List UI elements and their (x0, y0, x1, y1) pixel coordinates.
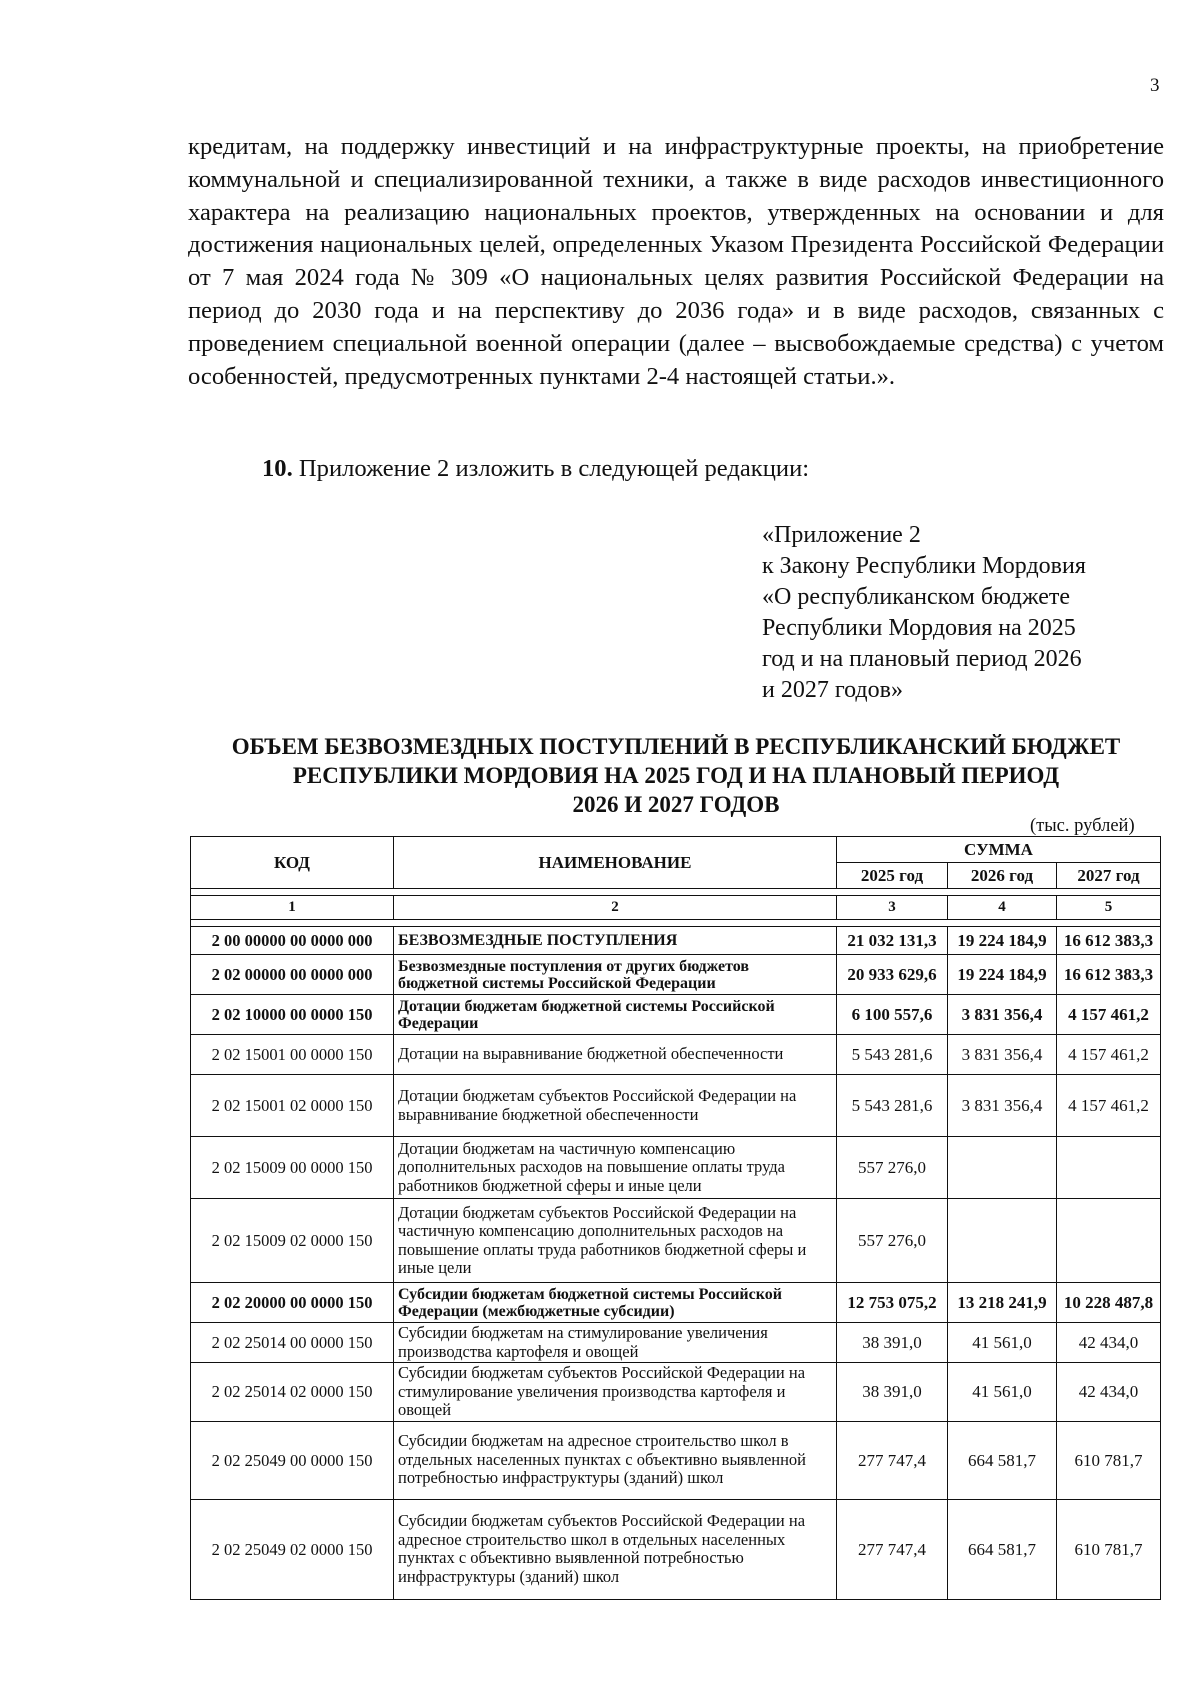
table-row (191, 1035, 1161, 1075)
table-row (191, 1323, 1161, 1363)
table-title-line: 2026 И 2027 ГОДОВ (572, 792, 780, 817)
column-number: 5 (1057, 896, 1161, 920)
appendix-line: к Закону Республики Мордовия (762, 553, 1086, 579)
page-number: 3 (1150, 75, 1160, 96)
header-year-2027: 2027 год (1057, 863, 1161, 889)
name-cell: Дотации бюджетам бюджетной системы Российской Федерации (394, 995, 837, 1035)
value-2027-cell (1057, 1137, 1161, 1199)
budget-table (190, 836, 1161, 1600)
value-2025-cell: 277 747,4 (837, 1499, 948, 1599)
value-2025-cell: 38 391,0 (837, 1363, 948, 1422)
table-row (191, 1499, 1161, 1599)
value-2027-cell: 16 612 383,3 (1057, 927, 1161, 955)
header-year-2026: 2026 год (948, 863, 1057, 889)
table-row (191, 995, 1161, 1035)
value-2026-cell: 19 224 184,9 (948, 927, 1057, 955)
name-cell: Дотации на выравнивание бюджетной обеспеченности (394, 1035, 837, 1075)
value-2027-cell: 4 157 461,2 (1057, 995, 1161, 1035)
header-code: КОД (191, 837, 394, 889)
value-2026-cell: 3 831 356,4 (948, 1035, 1057, 1075)
value-2027-cell: 610 781,7 (1057, 1499, 1161, 1599)
table-row (191, 1421, 1161, 1499)
value-2026-cell: 13 218 241,9 (948, 1283, 1057, 1323)
table-row (191, 1075, 1161, 1137)
value-2025-cell: 277 747,4 (837, 1421, 948, 1499)
code-cell: 2 02 15001 00 0000 150 (191, 1035, 394, 1075)
name-cell: Субсидии бюджетам на стимулирование увеличения производства картофеля и овощей (394, 1323, 837, 1363)
table-row (191, 1199, 1161, 1283)
value-2027-cell: 10 228 487,8 (1057, 1283, 1161, 1323)
value-2027-cell: 42 434,0 (1057, 1323, 1161, 1363)
table-row (191, 1137, 1161, 1199)
value-2027-cell: 610 781,7 (1057, 1421, 1161, 1499)
item-text: Приложение 2 изложить в следующей редакции: (292, 455, 810, 482)
table-title-line: РЕСПУБЛИКИ МОРДОВИЯ НА 2025 ГОД И НА ПЛАНОВЫЙ ПЕРИОД (292, 763, 1060, 788)
value-2027-cell: 4 157 461,2 (1057, 1075, 1161, 1137)
header-spacer (191, 889, 1161, 896)
table-row (191, 1363, 1161, 1422)
appendix-reference (762, 520, 1086, 706)
code-cell: 2 02 15001 02 0000 150 (191, 1075, 394, 1137)
name-cell: Дотации бюджетам субъектов Российской Федерации на частичную компенсацию дополнительных расходов на повышение оплаты труда работников бюджетной сферы и иные цели (394, 1199, 837, 1283)
table-title (176, 732, 1176, 819)
value-2026-cell: 664 581,7 (948, 1421, 1057, 1499)
value-2025-cell: 5 543 281,6 (837, 1075, 948, 1137)
code-cell: 2 02 20000 00 0000 150 (191, 1283, 394, 1323)
header-year-2025: 2025 год (837, 863, 948, 889)
table-row (191, 927, 1161, 955)
value-2025-cell: 21 032 131,3 (837, 927, 948, 955)
code-cell: 2 02 25014 00 0000 150 (191, 1323, 394, 1363)
code-cell: 2 02 25049 02 0000 150 (191, 1499, 394, 1599)
appendix-line: «О республиканском бюджете (762, 584, 1071, 610)
value-2026-cell: 3 831 356,4 (948, 995, 1057, 1035)
appendix-line: «Приложение 2 (762, 522, 921, 548)
value-2025-cell: 12 753 075,2 (837, 1283, 948, 1323)
value-2027-cell: 42 434,0 (1057, 1363, 1161, 1422)
header-name: НАИМЕНОВАНИЕ (394, 837, 837, 889)
name-cell: Дотации бюджетам на частичную компенсацию дополнительных расходов на повышение оплаты труда работников бюджетной сферы и иные цели (394, 1137, 837, 1199)
value-2027-cell: 4 157 461,2 (1057, 1035, 1161, 1075)
name-cell: БЕЗВОЗМЕЗДНЫЕ ПОСТУПЛЕНИЯ (394, 927, 837, 955)
value-2027-cell: 16 612 383,3 (1057, 955, 1161, 995)
appendix-line: и 2027 годов» (762, 677, 903, 703)
code-cell: 2 02 10000 00 0000 150 (191, 995, 394, 1035)
code-cell: 2 02 15009 02 0000 150 (191, 1199, 394, 1283)
appendix-line: Республики Мордовия на 2025 (762, 615, 1076, 641)
value-2027-cell (1057, 1199, 1161, 1283)
value-2025-cell: 557 276,0 (837, 1137, 948, 1199)
name-cell: Субсидии бюджетам субъектов Российской Федерации на стимулирование увеличения производства картофеля и овощей (394, 1363, 837, 1422)
column-number: 2 (394, 896, 837, 920)
header-sum: СУММА (837, 837, 1161, 863)
units-label: (тыс. рублей) (1030, 816, 1135, 836)
value-2026-cell (948, 1199, 1057, 1283)
table-row (191, 1283, 1161, 1323)
value-2025-cell: 557 276,0 (837, 1199, 948, 1283)
value-2026-cell: 19 224 184,9 (948, 955, 1057, 995)
name-cell: Дотации бюджетам субъектов Российской Федерации на выравнивание бюджетной обеспеченности (394, 1075, 837, 1137)
code-cell: 2 02 25049 00 0000 150 (191, 1421, 394, 1499)
value-2026-cell: 41 561,0 (948, 1363, 1057, 1422)
code-cell: 2 02 00000 00 0000 000 (191, 955, 394, 995)
value-2025-cell: 20 933 629,6 (837, 955, 948, 995)
column-number-spacer (191, 920, 1161, 927)
value-2025-cell: 38 391,0 (837, 1323, 948, 1363)
value-2025-cell: 6 100 557,6 (837, 995, 948, 1035)
code-cell: 2 02 25014 02 0000 150 (191, 1363, 394, 1422)
table-row (191, 955, 1161, 995)
name-cell: Субсидии бюджетам субъектов Российской Федерации на адресное строительство школ в отдельных населенных пунктах с объективно выявленной потребностью инфраструктуры (зданий) школ (394, 1499, 837, 1599)
table-title-line: ОБЪЕМ БЕЗВОЗМЕЗДНЫХ ПОСТУПЛЕНИЙ В РЕСПУБЛИКАНСКИЙ БЮДЖЕТ (231, 734, 1121, 759)
column-number: 4 (948, 896, 1057, 920)
value-2026-cell: 3 831 356,4 (948, 1075, 1057, 1137)
code-cell: 2 00 00000 00 0000 000 (191, 927, 394, 955)
name-cell: Субсидии бюджетам на адресное строительство школ в отдельных населенных пунктах с объективно выявленной потребностью инфраструктуры (зданий) школ (394, 1421, 837, 1499)
column-number: 1 (191, 896, 394, 920)
body-paragraph: кредитам, на поддержку инвестиций и на инфраструктурные проекты, на приобретение коммунальной и специализированной техники, а также в виде расходов инвестиционного характера на реализацию национальных проектов, утвержденных на основании и для достижения национальных целей, определенных Указом Президента Российской Федерации от 7 мая 2024 года № 309 «О национальных целях развития Российской Федерации на период до 2030 года и на перспективу до 2036 года» и в виде расходов, связанных с проведением специальной военной операции (далее – высвобождаемые средства) с учетом особенностей, предусмотренных пунктами 2-4 настоящей статьи.». (188, 133, 1164, 390)
appendix-line: год и на плановый период 2026 (762, 646, 1082, 672)
value-2025-cell: 5 543 281,6 (837, 1035, 948, 1075)
value-2026-cell (948, 1137, 1057, 1199)
item-line (262, 455, 809, 483)
value-2026-cell: 664 581,7 (948, 1499, 1057, 1599)
name-cell: Безвозмездные поступления от других бюджетов бюджетной системы Российской Федерации (394, 955, 837, 995)
item-number: 10. (262, 455, 293, 482)
value-2026-cell: 41 561,0 (948, 1323, 1057, 1363)
code-cell: 2 02 15009 00 0000 150 (191, 1137, 394, 1199)
name-cell: Субсидии бюджетам бюджетной системы Российской Федерации (межбюджетные субсидии) (394, 1283, 837, 1323)
column-number: 3 (837, 896, 948, 920)
